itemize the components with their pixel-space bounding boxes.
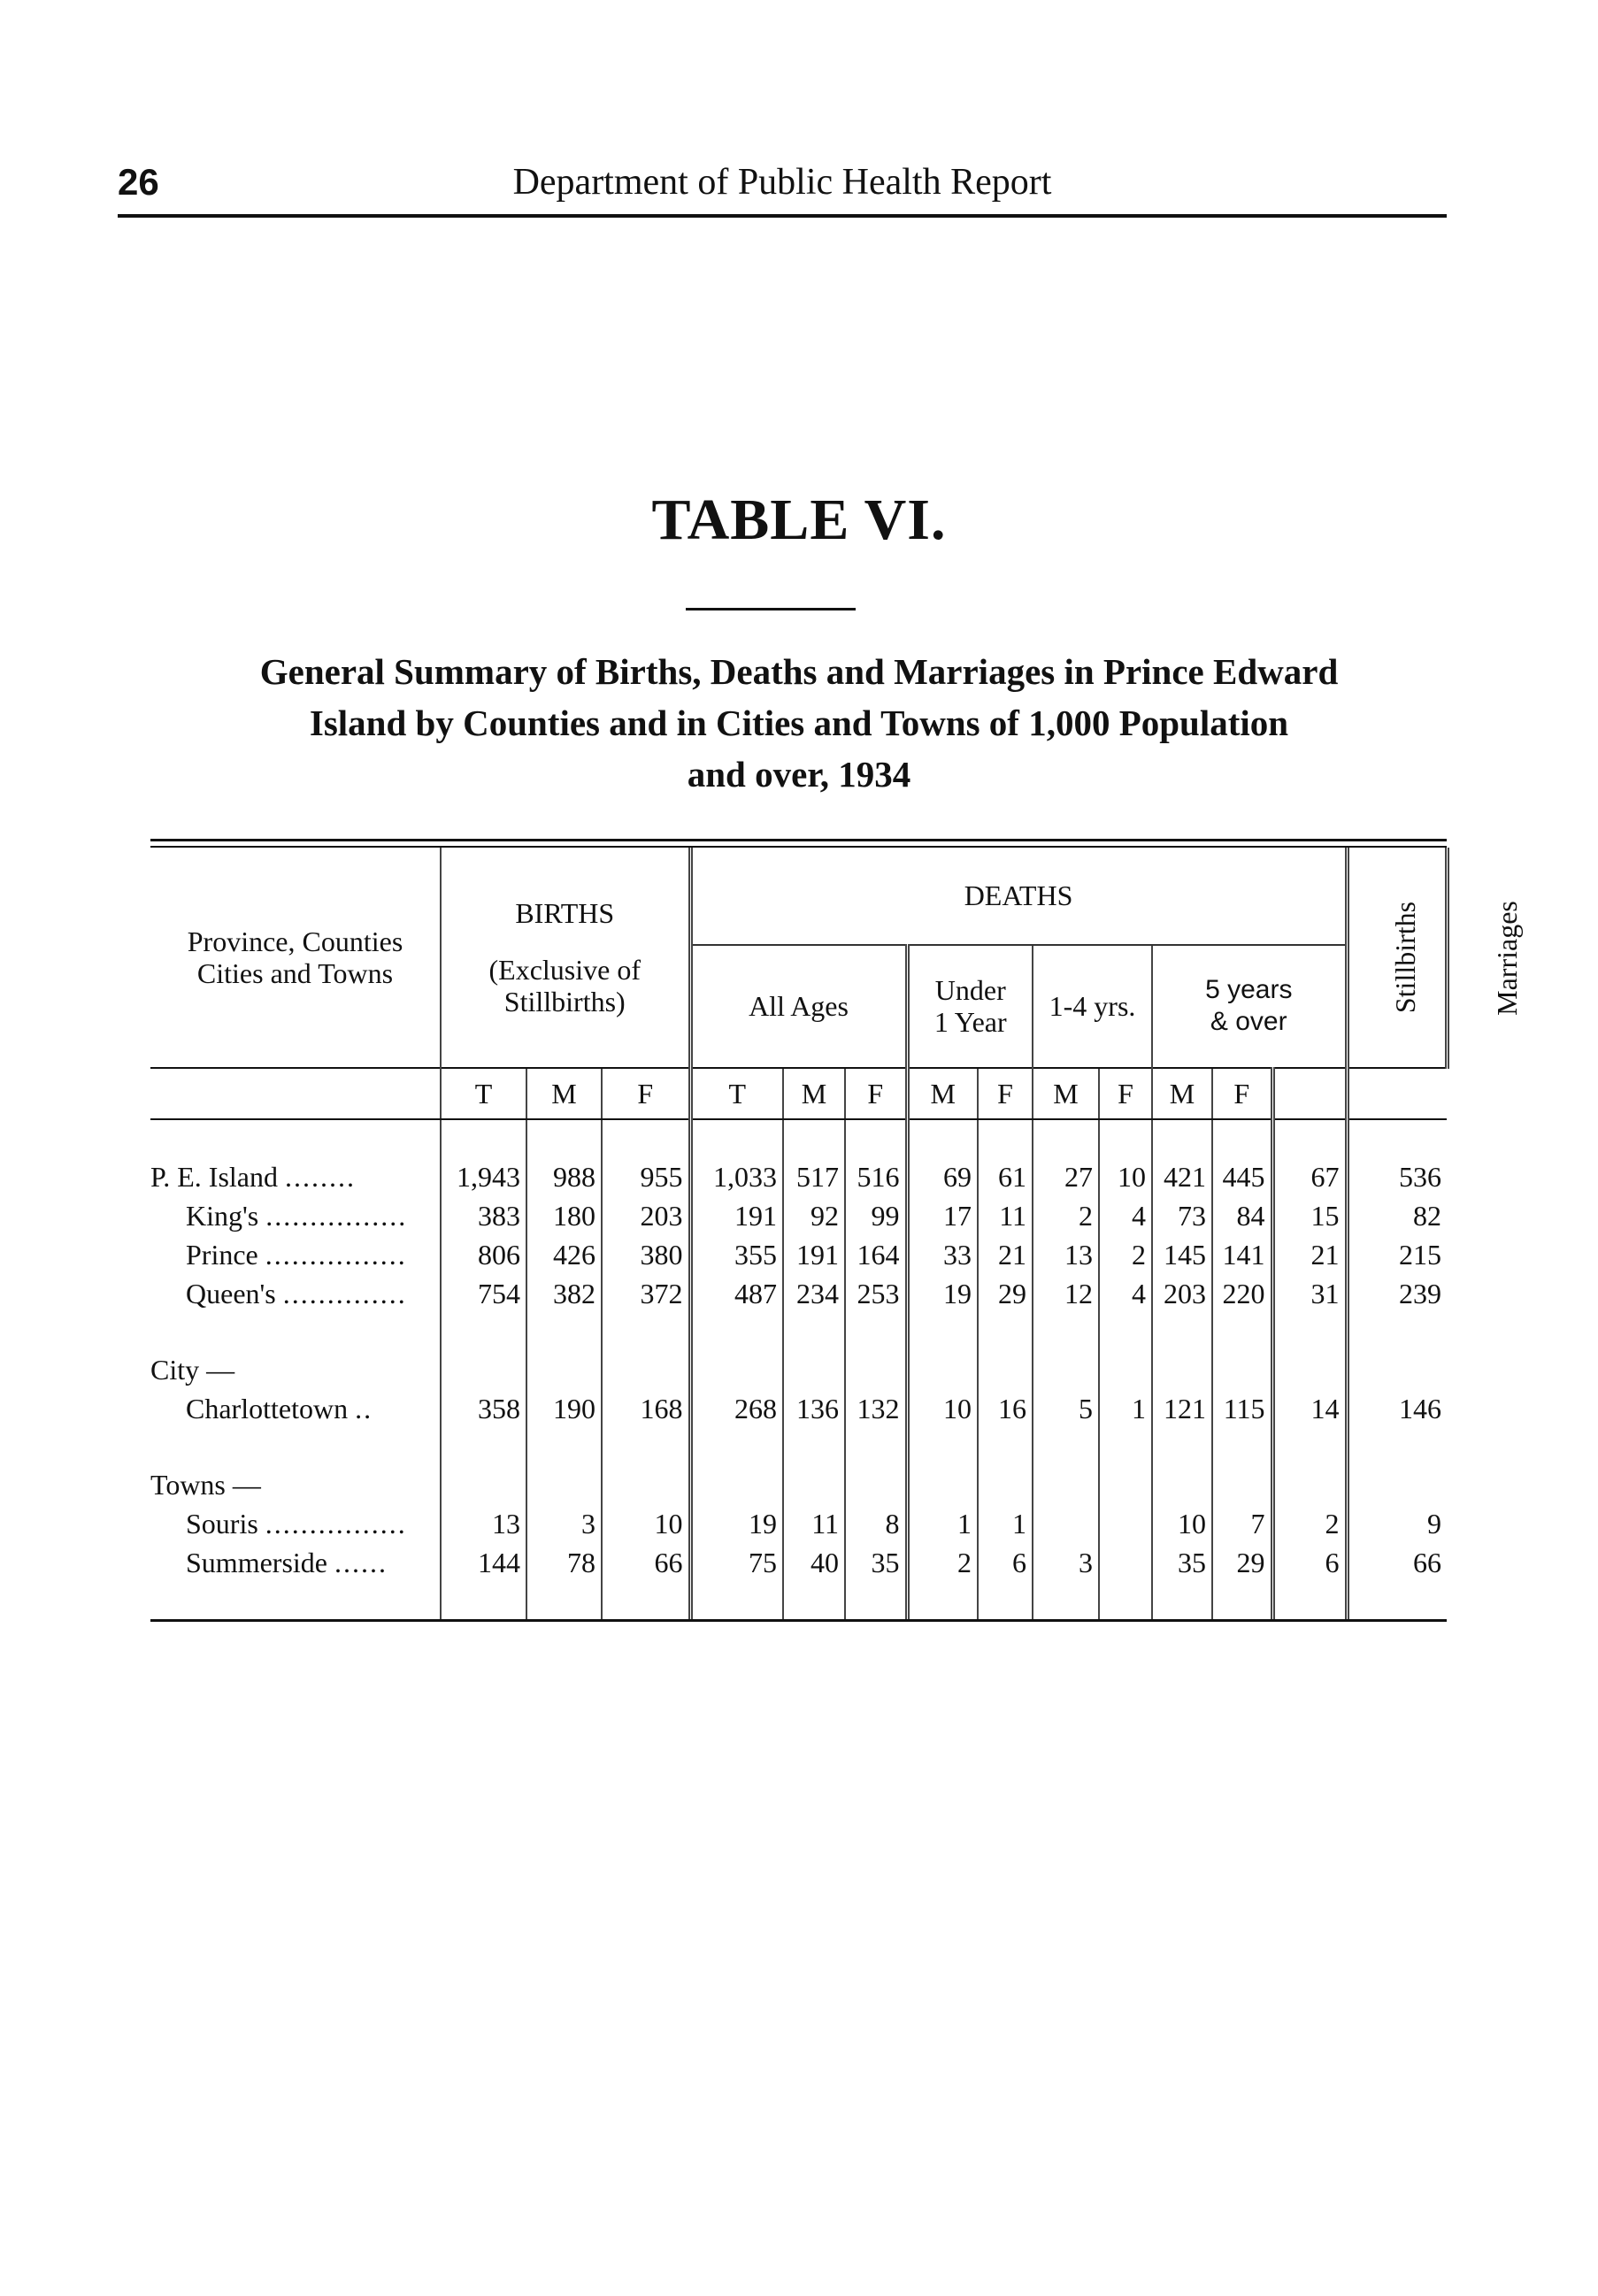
table-cell: 355 xyxy=(690,1235,783,1274)
spacer-cell xyxy=(150,1313,441,1350)
spacer-cell xyxy=(1099,1313,1152,1350)
spacer-cell xyxy=(602,1119,690,1157)
one-to-four-header: 1-4 yrs. xyxy=(1033,945,1152,1068)
spacer-cell xyxy=(441,1582,526,1619)
spacer-cell xyxy=(602,1313,690,1350)
table-cell: 358 xyxy=(441,1389,526,1428)
spacer-cell xyxy=(1099,1428,1152,1465)
spacer-cell xyxy=(845,1582,907,1619)
table-top-rule xyxy=(150,839,1447,848)
row-label-text: P. E. Island xyxy=(150,1160,278,1193)
spacer-cell xyxy=(978,1313,1033,1350)
table-row xyxy=(150,1274,1447,1313)
table-cell: 17 xyxy=(907,1196,978,1235)
births-header xyxy=(441,848,690,1068)
table-cell: 164 xyxy=(845,1235,907,1274)
table-cell: 2 xyxy=(1033,1196,1099,1235)
table-cell: 268 xyxy=(690,1389,783,1428)
spacer-cell xyxy=(1212,1582,1272,1619)
empty-cell xyxy=(602,1350,690,1389)
group-heading: City — xyxy=(150,1353,235,1386)
table-cell: 92 xyxy=(783,1196,845,1235)
spacer-cell xyxy=(1099,1119,1152,1157)
sub-header-cell: F xyxy=(1212,1068,1272,1119)
table-cell: 69 xyxy=(907,1157,978,1196)
stub-header-line: Province, Counties xyxy=(187,925,403,957)
sub-header-cell: M xyxy=(1033,1068,1099,1119)
table-cell: 203 xyxy=(1152,1274,1212,1313)
table-cell: 144 xyxy=(441,1543,526,1582)
table-cell: 16 xyxy=(978,1389,1033,1428)
row-leader-dots: ................ xyxy=(265,1238,407,1271)
spacer-cell xyxy=(1272,1428,1347,1465)
running-title: Department of Public Health Report xyxy=(512,162,1052,203)
spacer-cell xyxy=(907,1313,978,1350)
table-cell: 445 xyxy=(1212,1157,1272,1196)
table-cell: 180 xyxy=(526,1196,602,1235)
table-cell: 6 xyxy=(1272,1543,1347,1582)
table-cell: 145 xyxy=(1152,1235,1212,1274)
spacer-cell xyxy=(1272,1582,1347,1619)
spacer-cell xyxy=(150,1582,441,1619)
stub-header-line: Cities and Towns xyxy=(196,957,394,989)
statistics-table xyxy=(150,848,1523,1619)
spacer-cell xyxy=(978,1582,1033,1619)
empty-cell xyxy=(978,1465,1033,1504)
sub-header-cell xyxy=(1272,1068,1347,1119)
empty-cell xyxy=(1212,1350,1272,1389)
table-cell: 82 xyxy=(1347,1196,1447,1235)
table-cell: 536 xyxy=(1347,1157,1447,1196)
spacer-cell xyxy=(907,1428,978,1465)
row-leader-dots: ...... xyxy=(334,1546,388,1578)
table-cell: 21 xyxy=(1272,1235,1347,1274)
table-cell: 487 xyxy=(690,1274,783,1313)
spacer-cell xyxy=(150,1119,441,1157)
sub-header-cell: M xyxy=(1152,1068,1212,1119)
spacer-cell xyxy=(783,1582,845,1619)
spacer-cell xyxy=(690,1119,783,1157)
table-cell: 1 xyxy=(978,1504,1033,1543)
table-cell: 10 xyxy=(602,1504,690,1543)
empty-cell xyxy=(1033,1350,1099,1389)
births-label: BIRTHS xyxy=(515,897,615,929)
empty-cell xyxy=(1272,1465,1347,1504)
table-caption xyxy=(133,646,1465,800)
table-cell: 220 xyxy=(1212,1274,1272,1313)
table-cell: 988 xyxy=(526,1157,602,1196)
table-row xyxy=(150,1504,1447,1543)
spacer-cell xyxy=(978,1428,1033,1465)
spacer-cell xyxy=(690,1313,783,1350)
spacer-cell xyxy=(1347,1313,1447,1350)
table-cell: 10 xyxy=(907,1389,978,1428)
births-note: Stillbirths) xyxy=(503,986,626,1017)
empty-cell xyxy=(1152,1350,1212,1389)
empty-cell xyxy=(441,1350,526,1389)
table-cell: 13 xyxy=(441,1504,526,1543)
table-cell: 11 xyxy=(783,1504,845,1543)
all-ages-header: All Ages xyxy=(690,945,907,1068)
table-cell: 190 xyxy=(526,1389,602,1428)
spacer-cell xyxy=(1272,1119,1347,1157)
table-cell: 27 xyxy=(1033,1157,1099,1196)
table-cell: 73 xyxy=(1152,1196,1212,1235)
deaths-header: DEATHS xyxy=(690,848,1347,945)
table-cell: 31 xyxy=(1272,1274,1347,1313)
table-cell: 191 xyxy=(783,1235,845,1274)
table-cell: 1,943 xyxy=(441,1157,526,1196)
sub-header-cell: F xyxy=(978,1068,1033,1119)
five-over-line: 5 years xyxy=(1205,975,1293,1005)
table-cell: 67 xyxy=(1272,1157,1347,1196)
row-label xyxy=(150,1157,441,1196)
row-label-text: Summerside xyxy=(186,1546,327,1578)
spacer-cell xyxy=(978,1119,1033,1157)
empty-cell xyxy=(1347,1465,1447,1504)
spacer-cell xyxy=(783,1428,845,1465)
sub-header-cell: T xyxy=(690,1068,783,1119)
running-head xyxy=(118,152,1447,218)
spacer-cell xyxy=(1347,1428,1447,1465)
five-over-header xyxy=(1152,945,1347,1068)
table-body xyxy=(150,1119,1447,1619)
sub-header-cell: M xyxy=(783,1068,845,1119)
empty-cell xyxy=(907,1465,978,1504)
sub-header-cell: F xyxy=(845,1068,907,1119)
spacer-cell xyxy=(690,1428,783,1465)
empty-cell xyxy=(526,1465,602,1504)
table-cell: 61 xyxy=(978,1157,1033,1196)
spacer-row xyxy=(150,1119,1447,1157)
table-cell: 1,033 xyxy=(690,1157,783,1196)
row-label xyxy=(150,1274,441,1313)
table-cell: 14 xyxy=(1272,1389,1347,1428)
spacer-cell xyxy=(907,1582,978,1619)
spacer-cell xyxy=(602,1428,690,1465)
empty-cell xyxy=(526,1350,602,1389)
spacer-cell xyxy=(526,1428,602,1465)
spacer-cell xyxy=(1212,1428,1272,1465)
table-cell: 99 xyxy=(845,1196,907,1235)
table-cell: 29 xyxy=(1212,1543,1272,1582)
empty-cell xyxy=(845,1350,907,1389)
births-note: (Exclusive of xyxy=(488,954,641,986)
empty-cell xyxy=(783,1350,845,1389)
empty-cell xyxy=(1272,1350,1347,1389)
table-cell: 234 xyxy=(783,1274,845,1313)
under-1-header xyxy=(907,945,1033,1068)
caption-line: Island by Counties and in Cities and Towns of 1,000 Population xyxy=(309,703,1289,743)
table-cell xyxy=(1099,1543,1152,1582)
table-cell: 516 xyxy=(845,1157,907,1196)
five-over-line: & over xyxy=(1210,1007,1287,1037)
table-cell: 253 xyxy=(845,1274,907,1313)
spacer-cell xyxy=(783,1119,845,1157)
row-label xyxy=(150,1504,441,1543)
row-label xyxy=(150,1235,441,1274)
table-row xyxy=(150,1543,1447,1582)
stillbirths-label: Stillbirths xyxy=(1388,901,1421,1014)
table-title: TABLE VI. xyxy=(651,488,947,552)
spacer-cell xyxy=(441,1428,526,1465)
spacer-cell xyxy=(907,1119,978,1157)
spacer-cell xyxy=(1033,1119,1099,1157)
spacer-cell xyxy=(150,1428,441,1465)
spacer-cell xyxy=(526,1119,602,1157)
table-cell: 2 xyxy=(1272,1504,1347,1543)
spacer-cell xyxy=(783,1313,845,1350)
sub-header-cell: F xyxy=(602,1068,690,1119)
empty-cell xyxy=(1347,1350,1447,1389)
table-cell xyxy=(1099,1504,1152,1543)
row-label-text: Charlottetown xyxy=(186,1392,349,1424)
stillbirths-header xyxy=(1347,848,1447,1068)
row-label xyxy=(150,1196,441,1235)
table-cell: 4 xyxy=(1099,1196,1152,1235)
row-label-text: King's xyxy=(186,1199,259,1232)
spacer-cell xyxy=(602,1582,690,1619)
table-cell: 215 xyxy=(1347,1235,1447,1274)
spacer-cell xyxy=(1212,1119,1272,1157)
table-cell: 10 xyxy=(1099,1157,1152,1196)
stub-sub-header xyxy=(150,1068,441,1119)
table-row xyxy=(150,1157,1447,1196)
spacer-cell xyxy=(845,1313,907,1350)
spacer-cell xyxy=(1152,1428,1212,1465)
empty-cell xyxy=(1099,1350,1152,1389)
empty-cell xyxy=(441,1465,526,1504)
spacer-row xyxy=(150,1313,1447,1350)
table-cell: 421 xyxy=(1152,1157,1212,1196)
table-cell: 2 xyxy=(907,1543,978,1582)
row-label-text: Souris xyxy=(186,1507,258,1540)
row-leader-dots: ................ xyxy=(265,1507,407,1540)
spacer-cell xyxy=(1099,1582,1152,1619)
table-cell: 372 xyxy=(602,1274,690,1313)
under-1-line: 1 Year xyxy=(933,1006,1007,1039)
table-cell: 12 xyxy=(1033,1274,1099,1313)
table-cell: 382 xyxy=(526,1274,602,1313)
spacer-cell xyxy=(845,1428,907,1465)
spacer-cell xyxy=(1347,1119,1447,1157)
spacer-row xyxy=(150,1582,1447,1619)
table-cell: 115 xyxy=(1212,1389,1272,1428)
statistics-table-wrap xyxy=(150,839,1523,1622)
table-cell: 5 xyxy=(1033,1389,1099,1428)
page-number: 26 xyxy=(118,161,159,203)
table-cell: 4 xyxy=(1099,1274,1152,1313)
table-cell: 383 xyxy=(441,1196,526,1235)
table-cell: 19 xyxy=(690,1504,783,1543)
spacer-cell xyxy=(1152,1582,1212,1619)
table-cell: 29 xyxy=(978,1274,1033,1313)
under-1-line: Under xyxy=(934,974,1006,1007)
table-cell: 1 xyxy=(1099,1389,1152,1428)
table-cell: 11 xyxy=(978,1196,1033,1235)
marriages-label: Marriages xyxy=(1490,900,1523,1016)
sub-header-cell xyxy=(1347,1068,1447,1119)
empty-cell xyxy=(1033,1465,1099,1504)
table-cell: 84 xyxy=(1212,1196,1272,1235)
spacer-cell xyxy=(1152,1119,1212,1157)
table-bottom-rule xyxy=(150,1619,1447,1622)
spacer-cell xyxy=(690,1582,783,1619)
empty-cell xyxy=(690,1350,783,1389)
empty-cell xyxy=(978,1350,1033,1389)
table-cell: 21 xyxy=(978,1235,1033,1274)
table-cell: 35 xyxy=(845,1543,907,1582)
empty-cell xyxy=(783,1465,845,1504)
empty-cell xyxy=(1099,1465,1152,1504)
empty-cell xyxy=(690,1465,783,1504)
table-cell: 2 xyxy=(1099,1235,1152,1274)
table-row xyxy=(150,1235,1447,1274)
empty-cell xyxy=(602,1465,690,1504)
row-label xyxy=(150,1389,441,1428)
row-label-text: Prince xyxy=(186,1238,258,1271)
row-label xyxy=(150,1543,441,1582)
table-cell: 955 xyxy=(602,1157,690,1196)
table-cell: 35 xyxy=(1152,1543,1212,1582)
group-heading-row xyxy=(150,1465,1447,1504)
table-cell: 66 xyxy=(602,1543,690,1582)
spacer-cell xyxy=(1212,1313,1272,1350)
table-row xyxy=(150,1196,1447,1235)
table-cell: 7 xyxy=(1212,1504,1272,1543)
spacer-cell xyxy=(526,1582,602,1619)
spacer-cell xyxy=(1033,1313,1099,1350)
row-leader-dots: ................ xyxy=(265,1199,408,1232)
table-cell: 15 xyxy=(1272,1196,1347,1235)
spacer-cell xyxy=(1272,1313,1347,1350)
table-cell: 132 xyxy=(845,1389,907,1428)
table-cell: 168 xyxy=(602,1389,690,1428)
empty-cell xyxy=(907,1350,978,1389)
table-cell: 136 xyxy=(783,1389,845,1428)
spacer-cell xyxy=(845,1119,907,1157)
table-cell: 78 xyxy=(526,1543,602,1582)
row-leader-dots: ........ xyxy=(285,1160,356,1193)
empty-cell xyxy=(845,1465,907,1504)
sub-header-cell: M xyxy=(526,1068,602,1119)
table-cell: 1 xyxy=(907,1504,978,1543)
table-cell: 3 xyxy=(1033,1543,1099,1582)
table-cell: 203 xyxy=(602,1196,690,1235)
spacer-cell xyxy=(526,1313,602,1350)
table-cell: 3 xyxy=(526,1504,602,1543)
empty-cell xyxy=(1152,1465,1212,1504)
empty-cell xyxy=(1212,1465,1272,1504)
table-cell: 40 xyxy=(783,1543,845,1582)
table-cell: 66 xyxy=(1347,1543,1447,1582)
table-cell: 239 xyxy=(1347,1274,1447,1313)
row-label-text: Queen's xyxy=(186,1277,276,1309)
table-cell xyxy=(1033,1504,1099,1543)
group-heading: Towns — xyxy=(150,1468,261,1501)
table-cell: 380 xyxy=(602,1235,690,1274)
spacer-cell xyxy=(1347,1582,1447,1619)
row-leader-dots: .............. xyxy=(282,1277,407,1309)
table-cell: 754 xyxy=(441,1274,526,1313)
sub-header-cell: T xyxy=(441,1068,526,1119)
table-cell: 10 xyxy=(1152,1504,1212,1543)
spacer-cell xyxy=(441,1119,526,1157)
table-cell: 141 xyxy=(1212,1235,1272,1274)
table-cell: 13 xyxy=(1033,1235,1099,1274)
table-cell: 75 xyxy=(690,1543,783,1582)
sub-header-cell: M xyxy=(907,1068,978,1119)
group-heading-row xyxy=(150,1350,1447,1389)
table-cell: 517 xyxy=(783,1157,845,1196)
row-leader-dots: .. xyxy=(355,1392,373,1424)
table-cell: 121 xyxy=(1152,1389,1212,1428)
caption-line: and over, 1934 xyxy=(687,754,911,795)
spacer-cell xyxy=(441,1313,526,1350)
caption-line: General Summary of Births, Deaths and Marriages in Prince Edward xyxy=(259,651,1339,692)
table-cell: 191 xyxy=(690,1196,783,1235)
table-cell: 426 xyxy=(526,1235,602,1274)
table-cell: 6 xyxy=(978,1543,1033,1582)
table-cell: 9 xyxy=(1347,1504,1447,1543)
spacer-row xyxy=(150,1428,1447,1465)
spacer-cell xyxy=(1033,1428,1099,1465)
title-rule xyxy=(686,608,856,610)
table-cell: 19 xyxy=(907,1274,978,1313)
stub-header xyxy=(150,848,441,1068)
spacer-cell xyxy=(1033,1582,1099,1619)
spacer-cell xyxy=(1152,1313,1212,1350)
sub-header-cell: F xyxy=(1099,1068,1152,1119)
table-cell: 33 xyxy=(907,1235,978,1274)
table-cell: 8 xyxy=(845,1504,907,1543)
table-cell: 806 xyxy=(441,1235,526,1274)
sub-header-row xyxy=(150,1068,1447,1119)
table-row xyxy=(150,1389,1447,1428)
table-cell: 146 xyxy=(1347,1389,1447,1428)
